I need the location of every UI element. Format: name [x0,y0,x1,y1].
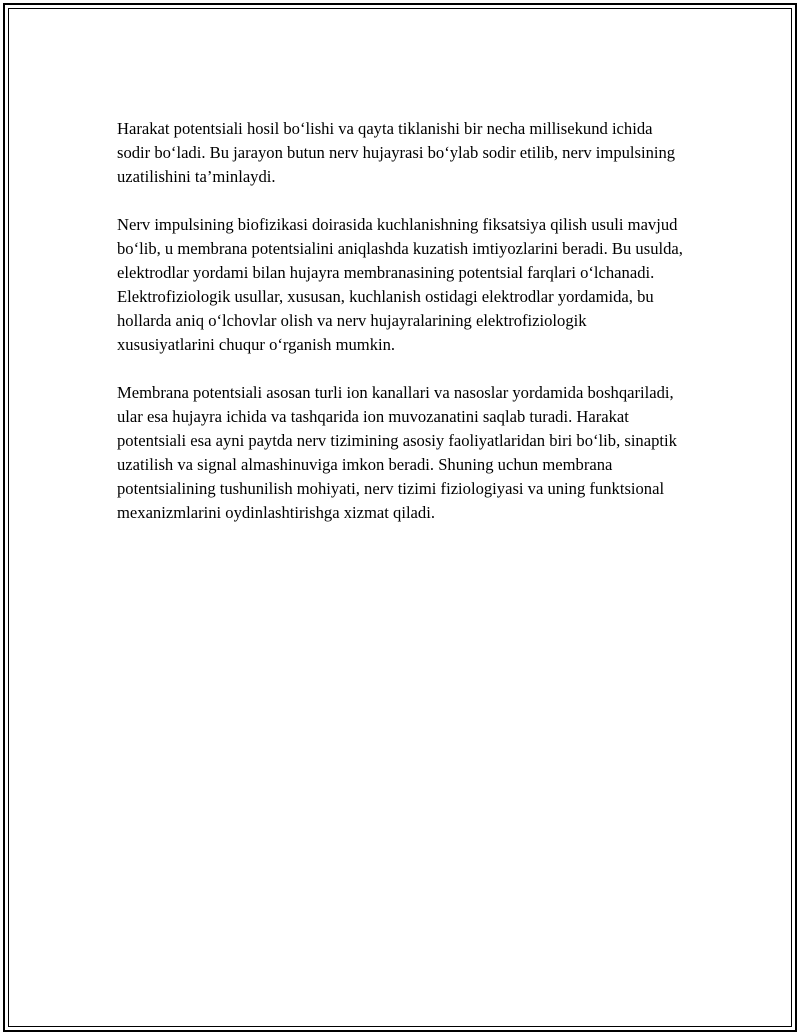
paragraph-1: Harakat potentsiali hosil bo‘lishi va qayta tiklanishi bir necha millisekund ichida sodir bo‘ladi. Bu jarayon butun nerv hujayrasi bo‘ylab sodir etilib, nerv impulsining uzatilishini ta’minlaydi. [117,119,676,186]
document-body [117,117,687,549]
paragraph-2: Nerv impulsining biofizikasi doirasida kuchlanishning fiksatsiya qilish usuli mavjud bo‘lib, u membrana potentsialini aniqlashda kuzatish imtiyozlarini beradi. Bu usulda, elektrodlar yordami bilan hujayra membranasining potentsial farqlari o‘lchanadi. Elektrofiziologik usullar, xususan, kuchlanish ostidagi elektrodlar yordamida, bu hollarda aniq o‘lchovlar olish va nerv hujayralarining elektrofiziologik xususiyatlarini chuqur o‘rganish mumkin. [117,215,683,354]
paragraph-3: Membrana potentsiali asosan turli ion kanallari va nasoslar yordamida boshqariladi, ular esa hujayra ichida va tashqarida ion muvozanatini saqlab turadi. Harakat potentsiali esa ayni paytda nerv tizimining asosiy faoliyatlaridan biri bo‘lib, sinaptik uzatilish va signal almashinuviga imkon beradi. Shuning uchun membrana potentsialining tushunilish mohiyati, nerv tizimi fiziologiyasi va uning funktsional mexanizmlarini oydinlashtirishga xizmat qiladi. [117,383,677,522]
